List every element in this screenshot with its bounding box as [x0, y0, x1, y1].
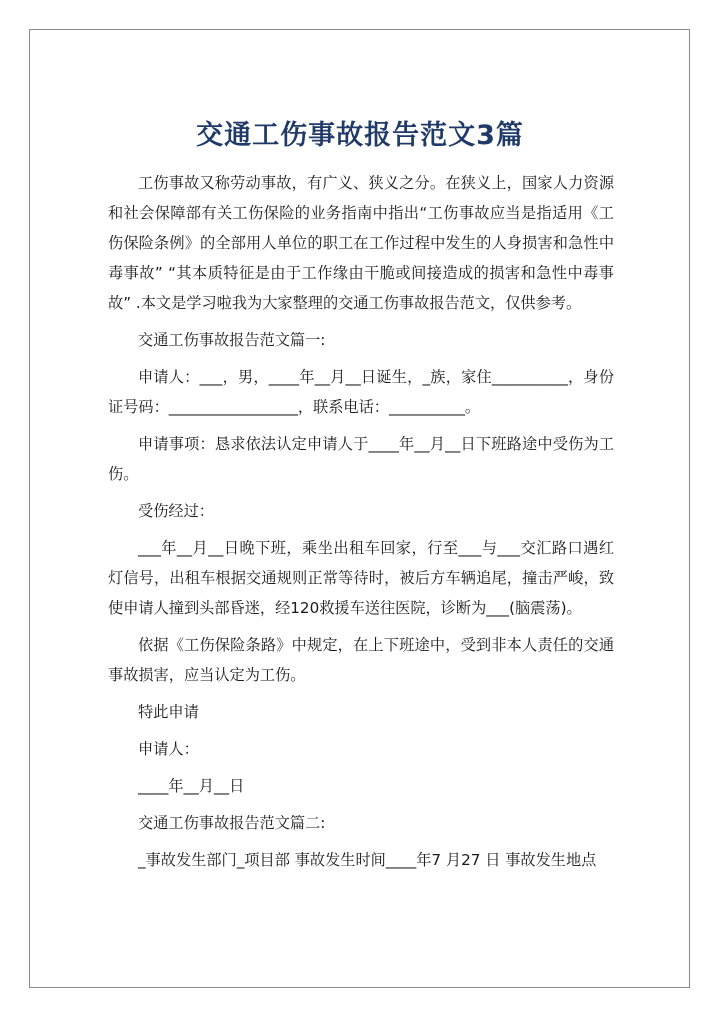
- paragraph-accident-info: _事故发生部门_项目部 事故发生时间____年7 月27 日 事故发生地点: [138, 851, 597, 869]
- paragraph-applicant-info: 申请人：___，男，____年__月__日诞生，_族，家住__________，身份证号码：_________________，联系电话：__________。: [108, 368, 614, 416]
- paragraph-applicant-signature: 申请人：: [138, 740, 199, 758]
- document-title: 交通工伤事故报告范文3篇: [196, 120, 524, 152]
- document-body: [108, 168, 614, 882]
- paragraph-intro: 工伤事故又称劳动事故，有广义、狭义之分。在狭义上，国家人力资源和社会保障部有关工伤保险的业务指南中指出“工伤事故应当是指适用《工伤保险条例》的全部用人单位的职工在工作过程中发生的人身损害和急性中毒事故” “其本质特征是由于工作缘由干脆或间接造成的损害和急性中毒事故” .本文是学习啦我为大家整理的交通工伤事故报告范文，仅供参考。: [108, 174, 614, 312]
- paragraph-legal-basis: 依据《工伤保险条路》中规定，在上下班途中，受到非本人责任的交通事故损害，应当认定为工伤。: [108, 636, 614, 684]
- paragraph-request-item: 申请事项：恳求依法认定申请人于____年__月__日下班路途中受伤为工伤。: [108, 435, 614, 483]
- paragraph-injury-details: ___年__月__日晚下班，乘坐出租车回家，行至___与___交汇路口遇红灯信号，出租车根据交通规则正常等待时，被后方车辆追尾，撞击严峻，致使申请人撞到头部昏迷，经120救援车送往医院，诊断为___(脑震荡)。: [108, 539, 614, 617]
- section-heading-1: 交通工伤事故报告范文篇一:: [138, 331, 326, 349]
- paragraph-date-line: ____年__月__日: [138, 777, 245, 795]
- paragraph-injury-heading: 受伤经过：: [138, 502, 214, 520]
- paragraph-hereby-apply: 特此申请: [138, 703, 199, 721]
- section-heading-2: 交通工伤事故报告范文篇二:: [138, 814, 326, 832]
